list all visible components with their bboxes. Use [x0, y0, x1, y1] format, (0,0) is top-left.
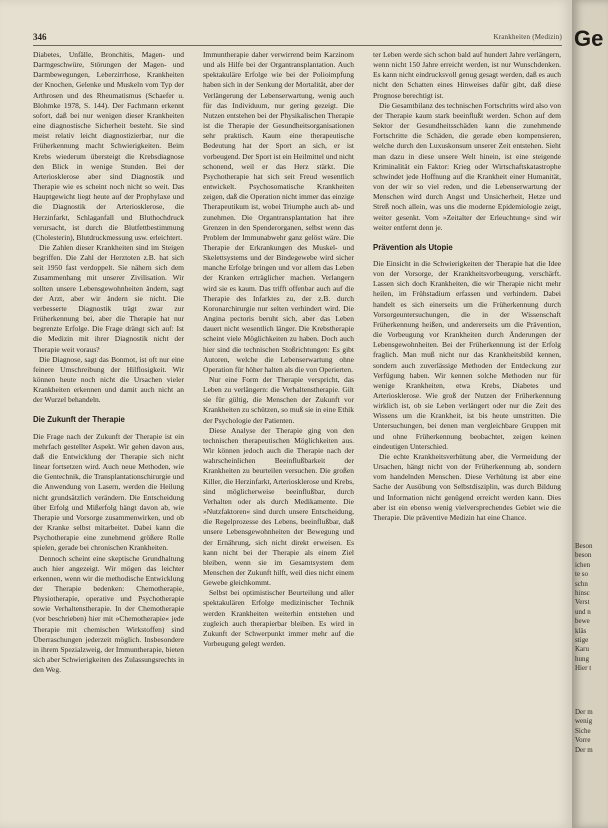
- paragraph: Dennoch scheint eine skeptische Grundhaltung auch hier angezeigt. Wir mögen das leichter erkennen, wenn wir die methodische Entwicklung der Therapie bedenken: Chemotherapie, Physiotherapie, operative und Psychotherapie sowie Verhaltenstherapie. In der Chemotherapie (vor beschrieben) hier mit »Chemotherapie« jede Therapie mit chemischen Wirkstoffen) sind Überraschungen jederzeit möglich. Insbesondere in ihrem Spezialzweig, der Immuntherapie, bieten sich aber Schwierigkeiten des Zulassungsrechts in den Weg.: [33, 553, 184, 675]
- facing-line: hinsc: [575, 588, 590, 597]
- paragraph: Immuntherapie daher verwirrend beim Karzinom und als Hilfe bei der Organtransplantation. Auch spektakuläre Erfolge wie bei der Polioimpfung haben sich in der Senkung der Mortalität, aber der Verlängerung der Lebenserwartung, wenig auch für das Individuum, nur gering gezeigt. Die Nutzen entstehen bei der Physikalischen Therapie ist die Therapie der Gesundheitsorganisationen sehr praktisch. Kaum eine therapeutische Bedeutung hat der Sport an sich, er ist vorbeugend. Der Sport ist ein Heilmittel und nicht schonend, weil er das Herz stärkt. Die Psychotherapie hat sich seit Freud wesentlich entwickelt. Psychosomatische Krankheiten zeigen, daß die Operation nicht immer das einzige Therapeutikum ist, wobei Triumphe auch ab- und zunehmen. Die Organtransplantation hat ihre Grenzen in den Spenderorganen, selbst wenn das Problem der Immunabwehr ganz gelöst wäre. Die Therapie der Erkrankungen des Muskel- und Skelettsystems und der Bindegewebe wird sicher manche Erfolge bringen und vor allem das Leben der Kranken erträglicher machen. Verlangern wird sie es kaum. Das trifft offenbar auch auf die Therapie des Infarktes zu, der z.B. durch Koronarchirurgie nur selten verhindert wird. Die Angina pectoris beruht sich, aber das Leben dauert nicht wesentlich länger. Die Krebstherapie scheint viele Möglichkeiten zu haben. Doch auch hier sind die technischen Stoßrichtungen: Es gibt Autoren, welche die Lebenserwartung ohne Operation für höher halten als die von Operierten.: [203, 50, 354, 374]
- facing-line: Verst: [575, 598, 590, 607]
- facing-line: Vorre: [575, 736, 591, 745]
- text-column-3: [373, 50, 561, 523]
- page-number: 346: [33, 32, 47, 42]
- facing-line: te so: [575, 570, 589, 579]
- header-rule: [33, 45, 562, 46]
- paragraph: Die Einsicht in die Schwierigkeiten der Therapie hat die Idee von der Vorsorge, der Krankheitsvorbeugung, verschärft. Lassen sich doch Krankheiten, die wir Therapie nicht mehr heilen, im Frühstadium erfassen und verhindern. Dabei handelt es sich einerseits um die Früherkennung durch Vorsorgeuntersuchungen, die in der Wissenschaft Früherkennung heißen, und andererseits um die Prävention, die Vorbeugung vor Krankheiten durch Änderungen der Lebensgewohnheiten. Bei der Früherkennung ist der Erfolg fraglich. Man muß nicht nur das Krankheitsbild kennen, sondern auch zuverlässige Methoden der Entdeckung zur Verfügung haben. Wir kennen solche Methoden nur für wenige Krankheiten, etwa Krebs, Diabetes und Arteriosklerose. Wie groß der Nutzen der Früherkennung wirklich ist, ob sie Leben verlängert oder nur die Zeit des Wissens um die Krankheit, ist bis heute umstritten. Die Untersuchungen, bei denen man vergleichbare Gruppen mit und ohne Früherkennung beobachtet, zeigen keinen eindeutigen Unterschied.: [373, 258, 561, 451]
- facing-page-text-bottom: [575, 708, 593, 755]
- facing-page: [572, 0, 608, 828]
- paragraph: ter Leben werde sich schon bald auf hundert Jahre verlängern, wenn nicht 150 Jahre erreicht werden, ist nur Wunschdenken. Es kann nicht eindrucksvoll genug gesagt werden, daß es auch nicht den Schatten eines Hinweises dafür gibt, daß diese Prognose berechtigt ist.: [373, 50, 561, 100]
- text-column-2: [203, 50, 354, 649]
- facing-line: Der m: [575, 708, 593, 716]
- paragraph: Nur eine Form der Therapie verspricht, das Leben zu verlängern: die Verhaltenstherapie. Gilt sie für gültig, die Menschen der Zukunft vor Krankheiten zu schützen, so muß sie in eine Ethik der Psychologie der Patienten.: [203, 375, 354, 425]
- paragraph: Die Zahlen dieser Krankheiten sind im Steigen begriffen. Die Zahl der Herztoten z.B. hat sich seit 1950 fast verdoppelt. Sie nähern sich dem Zusammenhang mit unserer Zivilisation. Wir sollten unsere Lebensgewohnheiten ändern, sagt der Arzt, aber wir ändern sie nicht. Die verbesserte Diagnostik trägt zwar zur Früherkennung bei, aber die Therapie hat nur begrenzte Erfolge. Die Frage drängt sich auf: Ist die Medizin mit ihrer Diagnostik nicht der Therapie weit voraus?: [33, 242, 184, 354]
- facing-line: bewe: [575, 617, 590, 626]
- paragraph: Diese Analyse der Therapie ging von den technischen therapeutischen Möglichkeiten aus. Wir können jedoch auch die Therapie nach der wahrscheinlichen Beeinflußbarkeit der Krankheiten zu beurteilen versuchen. Die großen Killer, die Herzinfarkt, Arteriosklerose und Krebs, sind möglicherweise beeinflußbar, durch Verhalten oder als durch Medikamente. Die »Nutzfaktoren« sind durch unsere Entscheidung, die Regelprozesse des Lebens, beeinflußbar, daß unsere Lebensgewohnheiten der Bewegung und der Ernährung, sich nicht direkt erweisen. Es kann nicht bei der Therapie als einem Ziel bleiben, wenn sie im Gesamtsystem dem Menschen der Zukunft hilft, weil dies nicht einem Gewebe gleichkommt.: [203, 425, 354, 588]
- text-column-1: [33, 50, 184, 675]
- paragraph: Selbst bei optimistischer Beurteilung und aller spektakulären Erfolge medizinischer Technik werden Krankheiten weiterhin entstehen und zugleich auch therapierbar bleiben. Es wird in Zukunft der Schwerpunkt immer mehr auf die Vorbeugung gelegt werden.: [203, 588, 354, 649]
- facing-line: Der m: [575, 745, 593, 754]
- paragraph: Die Frage nach der Zukunft der Therapie ist ein mehrfach gestellter Aspekt. Wir gehen davon aus, daß die Entwicklung der Therapie sich nicht linear fortsetzen wird. Auch neue Methoden, wie die Gentechnik, die Transplantationschirurgie und die Anwendung von Lasern, werden die Heilung nicht grundsätzlich verändern. Die Entscheidung über Erfolg und Mißerfolg hängt davon ab, wie Therapie und Vorsorge zusammenwirken, und ob der Kranke selbst mitarbeitet. Dabei kann die Psychotherapie eine zunehmend größere Rolle spielen, gerade bei chronischen Krankheiten.: [33, 431, 184, 553]
- facing-line: wenig: [575, 717, 593, 726]
- facing-page-title: Ge: [574, 26, 604, 51]
- facing-line: hung: [575, 654, 589, 663]
- section-heading-prevention: Prävention als Utopie: [373, 242, 453, 252]
- facing-line: stige: [575, 635, 589, 644]
- section-heading-future-therapy: Die Zukunft der Therapie: [33, 415, 125, 425]
- paragraph: Diabetes, Unfälle, Bronchitis, Magen- und Darmgeschwüre, Störungen der Magen- und Darmbewegungen, Leberzirrhose, Krankheiten der Knochen, Gelenke und Muskeln vom Typ der Arthrosen und des Rheumatismus (Schaefer u. Blohmke 1978, S. 144). Der Fachmann erkennt sofort, daß bei nur wenigen dieser Krankheiten eine diagnostische Sicherheit besteht. Sie sind meist relativ leicht diagnostizierbar, nur die Früherkennung macht Schwierigkeiten. Beim Krebs wiederum übersteigt die Krebsdiagnose den Blick in wenige Stunden. Bei der Arteriosklerose aber sind Diagnostik und Therapie wie es scheint noch nicht so weit. Das Hauptgewicht liegt heute auf der Prophylaxe und die Diagnostik der Arteriosklerose, die Herzinfarkt, Schlaganfall und Bluthochdruck verursacht, ist durch die Blutfettbestimmung (Cholesterin), Blutdruckmessung usw. erleichtert.: [33, 50, 184, 242]
- facing-line: Hier t: [575, 664, 592, 673]
- paragraph: Die Gesamtbilanz des technischen Fortschritts wird also von der Therapie kaum stark beeinflußt werden. Schon auf dem Sektor der Gesundheitsschäden kann die zunehmende Fortschritte die Schäden, die gerade eben kompensieren, welche durch den Luxuskonsum unserer Zeit entstehen. Sieht man dazu in diese unsere Welt hinein, ist eine steigende Kriminalität ein Faktor: Krieg oder Wirtschaftskatastrophe schwindet jede Hoffnung auf die Krankheit einer Humanität, von der wir so viel reden, und die Lebenserwartung der Menschen wird durch Angst und Unsicherheit, Hetze und Streß noch allein, was uns die moderne Epidemiologie zeigt, weiter gesenkt. Vom »Zeitalter der Erleuchtung« sind wir weiter entfernt denn je.: [373, 100, 561, 232]
- facing-line: Siche: [575, 726, 591, 735]
- facing-line: ichen: [575, 560, 591, 569]
- facing-line: schn: [575, 579, 588, 588]
- facing-line: Beson: [575, 542, 593, 550]
- facing-line: kläs: [575, 626, 587, 635]
- running-head: Krankheiten (Medizin): [493, 33, 562, 41]
- facing-line: und n: [575, 607, 591, 616]
- paragraph: Die Diagnose, sagt das Bonmot, ist oft nur eine feinere Umschreibung der Hilflosigkeit. Wir können heute noch nicht die Ursachen vieler Krankheiten erkennen und damit auch nicht an der Wurzel behandeln.: [33, 354, 184, 405]
- facing-line: Karu: [575, 645, 589, 654]
- facing-line: beson: [575, 551, 592, 560]
- facing-page-text: [575, 542, 608, 673]
- paragraph: Die echte Krankheitsverhütung aber, die Vermeidung der Ursachen, hängt nicht von der Früherkennung ab, sondern vom handelnden Menschen. Diese Verhütung ist aber eine Sache der Ausübung von Selbstdisziplin, was durch Bildung und Information nicht genügend erreicht werden kann. Dies aber ist ein ebenso wenig vielversprechendes Gebiet wie die Therapie. Die präventive Medizin hat eine Chance.: [373, 451, 561, 522]
